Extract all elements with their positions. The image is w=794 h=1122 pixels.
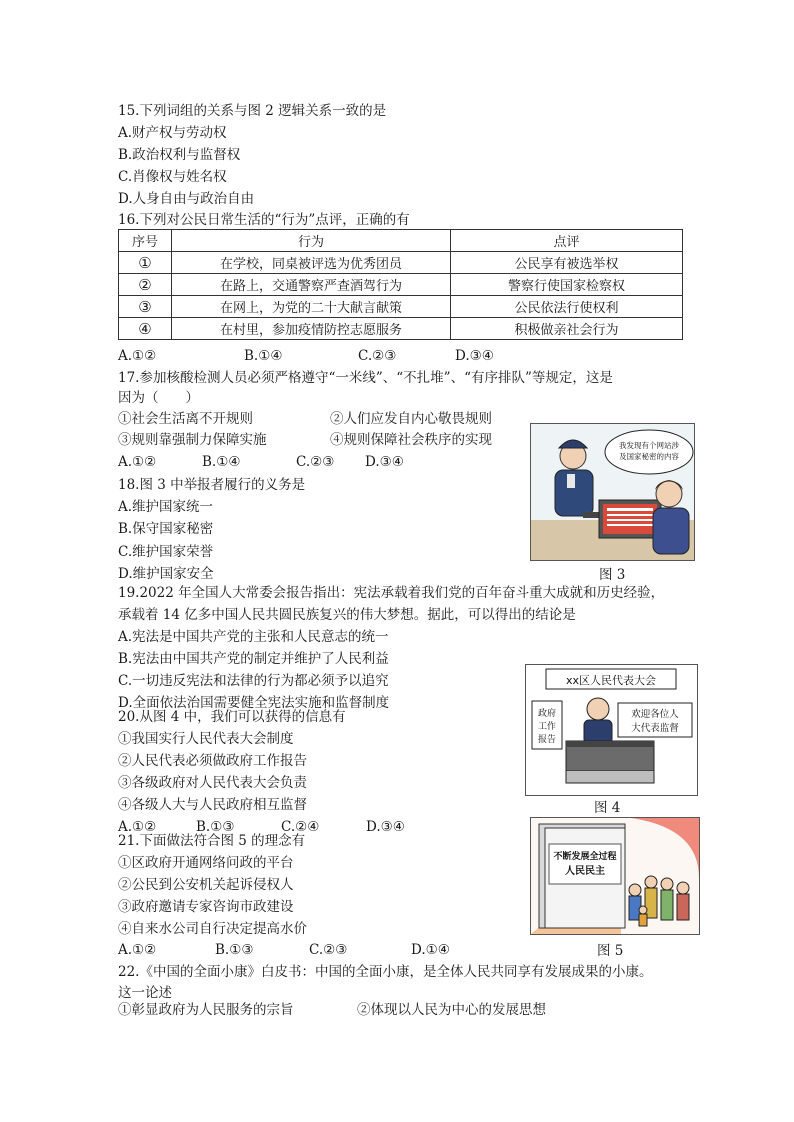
banner-text: xx区人民代表大会 (565, 674, 657, 687)
table-header-row (119, 230, 683, 252)
q19-option-b: B.宪法由中国共产党的制定并维护了人民利益 (118, 651, 389, 667)
q21-answer-c: C.②③ (309, 942, 348, 958)
left-sign-line-1: 政府 (537, 709, 557, 719)
table-cell: ② (119, 274, 172, 296)
q19-stem-cont: 承载着 14 亿多中国人民共圆民族复兴的伟大梦想。据此，可以得出的结论是 (118, 607, 576, 623)
book-title-line-1: 不断发展全过程 (553, 852, 617, 862)
q20-answer-c: C.②④ (281, 819, 320, 835)
q17-item-3: ③规则靠强制力保障实施 (118, 432, 267, 448)
table-cell: 在路上，交通警察严查酒驾行为 (172, 274, 451, 296)
table-header: 点评 (451, 230, 683, 252)
q17-item-4: ④规则保障社会秩序的实现 (330, 432, 492, 448)
q17-item-1: ①社会生活离不开规则 (118, 411, 253, 427)
right-sign-line-2: 大代表监督 (631, 723, 679, 734)
q19-option-a: A.宪法是中国共产党的主张和人民意志的统一 (118, 629, 389, 645)
table-cell: 公民依法行使权利 (451, 296, 683, 318)
q15-option-a: A.财产权与劳动权 (118, 125, 227, 141)
table-cell: 警察行使国家检察权 (451, 274, 683, 296)
q20-item-1: ①我国实行人民代表大会制度 (118, 731, 294, 747)
q20-item-2: ②人民代表必须做政府工作报告 (118, 753, 307, 769)
q17-answer-d: D.③④ (365, 454, 404, 470)
q22-item-1: ①彰显政府为人民服务的宗旨 (118, 1002, 294, 1018)
table-row (119, 296, 683, 318)
q18-option-c: C.维护国家荣誉 (118, 544, 214, 560)
table-cell: ③ (119, 296, 172, 318)
q18-option-b: B.保守国家秘密 (118, 521, 214, 537)
q15-stem: 15.下列词组的关系与图 2 逻辑关系一致的是 (118, 103, 387, 119)
q16-answer-d: D.③④ (455, 348, 494, 364)
table-row (119, 274, 683, 296)
q19-option-c: C.一切违反宪法和法律的行为都必须予以追究 (118, 673, 389, 689)
table-cell: 在学校，同桌被评选为优秀团员 (172, 252, 451, 274)
table-cell: 积极做亲社会行为 (451, 318, 683, 340)
q20-item-3: ③各级政府对人民代表大会负责 (118, 775, 307, 791)
figure-4-caption: 图 4 (594, 800, 621, 816)
table-cell: 公民享有被选举权 (451, 252, 683, 274)
q17-item-2: ②人们应发自内心敬畏规则 (330, 411, 492, 427)
book-title-line-2: 人民民主 (565, 866, 605, 877)
figure-3-caption: 图 3 (599, 567, 626, 583)
table-cell: ① (119, 252, 172, 274)
q21-answer-d: D.①④ (411, 942, 450, 958)
q19-option-d: D.全面依法治国需要健全宪法实施和监督制度 (118, 695, 390, 711)
q18-stem: 18.图 3 中举报者履行的义务是 (118, 477, 306, 493)
q16-answer-b: B.①④ (244, 348, 283, 364)
q22-item-2: ②体现以人民为中心的发展思想 (357, 1002, 546, 1018)
table-cell: ④ (119, 318, 172, 340)
q15-option-c: C.肖像权与姓名权 (118, 169, 227, 185)
q21-item-2: ②公民到公安机关起诉侵权人 (118, 877, 294, 893)
q16-answer-c: C.②③ (358, 348, 397, 364)
q19-stem: 19.2022 年全国人大常委会报告指出：宪法承载着我们党的百年奋斗重大成就和历史经验， (118, 585, 665, 601)
right-sign-line-1: 欢迎各位人 (631, 709, 679, 720)
q16-answer-a: A.①② (118, 348, 157, 364)
q17-stem-cont: 因为（ ） (118, 390, 199, 406)
table-cell: 在村里，参加疫情防控志愿服务 (172, 318, 451, 340)
table-header: 序号 (119, 230, 172, 252)
q21-stem: 21.下面做法符合图 5 的理念有 (118, 833, 306, 849)
speech-bubble-line-1: 我发现有个网站涉 (619, 441, 679, 450)
congress-scene-image (526, 665, 697, 795)
q18-option-a: A.维护国家统一 (118, 499, 214, 515)
q20-answer-d: D.③④ (366, 819, 405, 835)
q17-answer-c: C.②③ (296, 454, 335, 470)
q21-answer-b: B.①③ (215, 942, 254, 958)
q22-stem-cont: 这一论述 (118, 985, 172, 1001)
q20-item-4: ④各级人大与人民政府相互监督 (118, 797, 307, 813)
reporter-scene-image (531, 424, 694, 560)
q16-stem: 16.下列对公民日常生活的“行为”点评，正确的有 (118, 212, 410, 228)
q16-table (118, 229, 683, 340)
q15-option-b: B.政治权利与监督权 (118, 147, 241, 163)
q17-answer-a: A.①② (118, 454, 157, 470)
speech-bubble-line-2: 及国家秘密的内容 (619, 452, 679, 461)
q21-item-3: ③政府邀请专家咨询市政建设 (118, 899, 294, 915)
left-sign-line-3: 报告 (537, 735, 557, 745)
q20-answer-a: A.①② (118, 819, 157, 835)
q18-option-d: D.维护国家安全 (118, 566, 214, 582)
q21-item-1: ①区政府开通网络问政的平台 (118, 855, 294, 871)
q20-answer-b: B.①③ (196, 819, 235, 835)
q17-answer-b: B.①④ (202, 454, 241, 470)
table-header: 行为 (172, 230, 451, 252)
figure-5-caption: 图 5 (597, 943, 624, 959)
q22-stem: 22.《中国的全面小康》白皮书：中国的全面小康，是全体人民共同享有发展成果的小康。 (118, 964, 653, 980)
table-row (119, 252, 683, 274)
q15-option-d: D.人身自由与政治自由 (118, 191, 255, 207)
q21-item-4: ④自来水公司自行决定提高水价 (118, 921, 307, 937)
left-sign-line-2: 工作 (537, 722, 557, 732)
q20-stem: 20.从图 4 中，我们可以获得的信息有 (118, 709, 346, 725)
q17-stem: 17.参加核酸检测人员必须严格遵守“一米线”、“不扎堆”、“有序排队”等规定，这是 (118, 370, 613, 386)
figure-3-illustration (530, 423, 695, 561)
table-row (119, 318, 683, 340)
figure-4-illustration (525, 664, 698, 796)
table-cell: 在网上，为党的二十大献言献策 (172, 296, 451, 318)
q21-answer-a: A.①② (118, 942, 157, 958)
democracy-book-image (531, 818, 699, 934)
figure-5-illustration (530, 817, 700, 935)
